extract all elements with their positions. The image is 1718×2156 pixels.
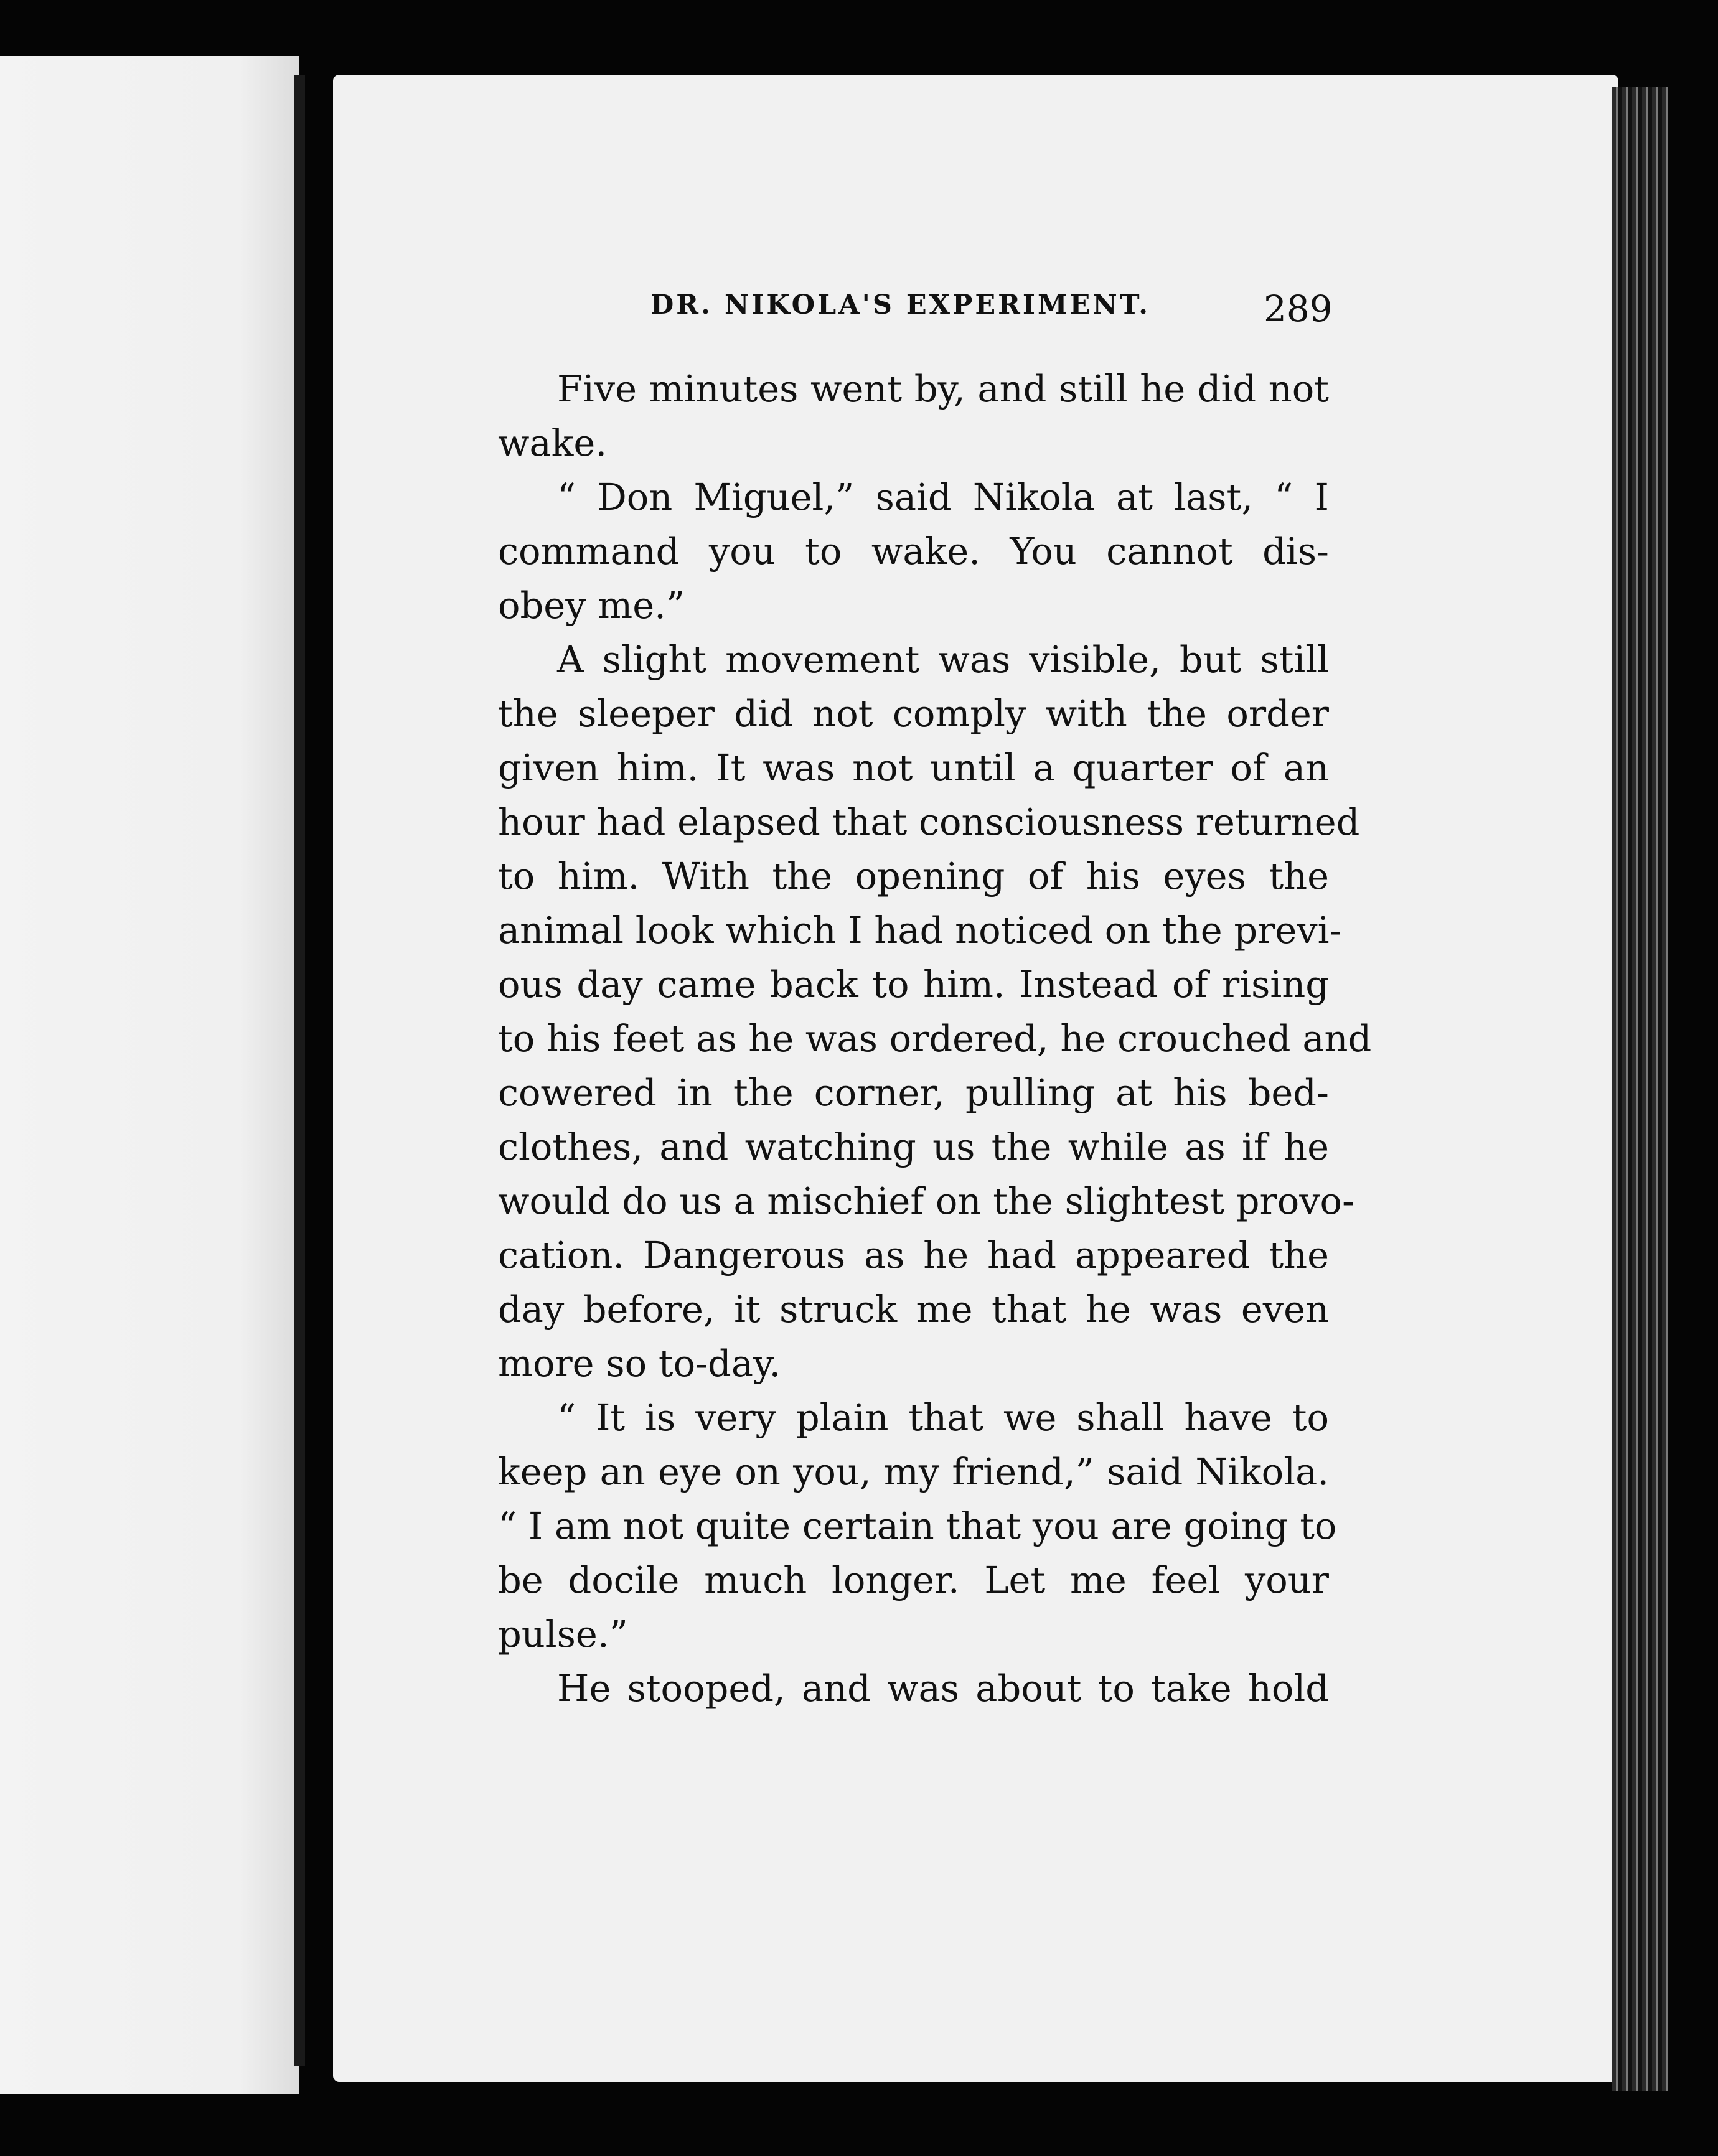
- text-line: to him. With the opening of his eyes the: [498, 855, 1329, 898]
- text-line: ous day came back to him. Instead of rising: [498, 963, 1329, 1006]
- text-line: “ It is very plain that we shall have to: [557, 1396, 1329, 1439]
- page-number: 289: [1264, 288, 1333, 330]
- text-line: cation. Dangerous as he had appeared the: [498, 1234, 1329, 1277]
- text-line: Five minutes went by, and still he did not: [557, 367, 1329, 410]
- text-line: keep an eye on you, my friend,” said Nikola.: [498, 1450, 1329, 1493]
- text-line: day before, it struck me that he was even: [498, 1288, 1329, 1331]
- left-facing-page: [0, 56, 299, 2094]
- text-line: would do us a mischief on the slightest provo-: [498, 1179, 1355, 1222]
- running-head: DR. NIKOLA'S EXPERIMENT.: [650, 289, 1151, 321]
- text-line: “ Don Miguel,” said Nikola at last, “ I: [557, 476, 1329, 518]
- text-line: obey me.”: [498, 584, 685, 627]
- text-line: clothes, and watching us the while as if he: [498, 1125, 1329, 1168]
- text-line: He stooped, and was about to take hold: [557, 1667, 1329, 1710]
- page-stack-edge: [1612, 87, 1668, 2091]
- book-gutter: [294, 75, 305, 2066]
- text-line: pulse.”: [498, 1613, 628, 1656]
- text-line: more so to-day.: [498, 1342, 781, 1385]
- text-line: A slight movement was visible, but still: [557, 638, 1329, 681]
- text-line: hour had elapsed that consciousness returned: [498, 800, 1360, 843]
- text-line: given him. It was not until a quarter of an: [498, 746, 1329, 789]
- text-line: cowered in the corner, pulling at his bed-: [498, 1071, 1329, 1114]
- text-line: to his feet as he was ordered, he crouched and: [498, 1017, 1372, 1060]
- text-line: wake.: [498, 421, 608, 464]
- text-line: command you to wake. You cannot dis-: [498, 530, 1329, 573]
- text-line: be docile much longer. Let me feel your: [498, 1558, 1329, 1601]
- text-line: the sleeper did not comply with the order: [498, 692, 1329, 735]
- text-line: “ I am not quite certain that you are going to: [498, 1504, 1337, 1547]
- text-line: animal look which I had noticed on the previ-: [498, 909, 1342, 952]
